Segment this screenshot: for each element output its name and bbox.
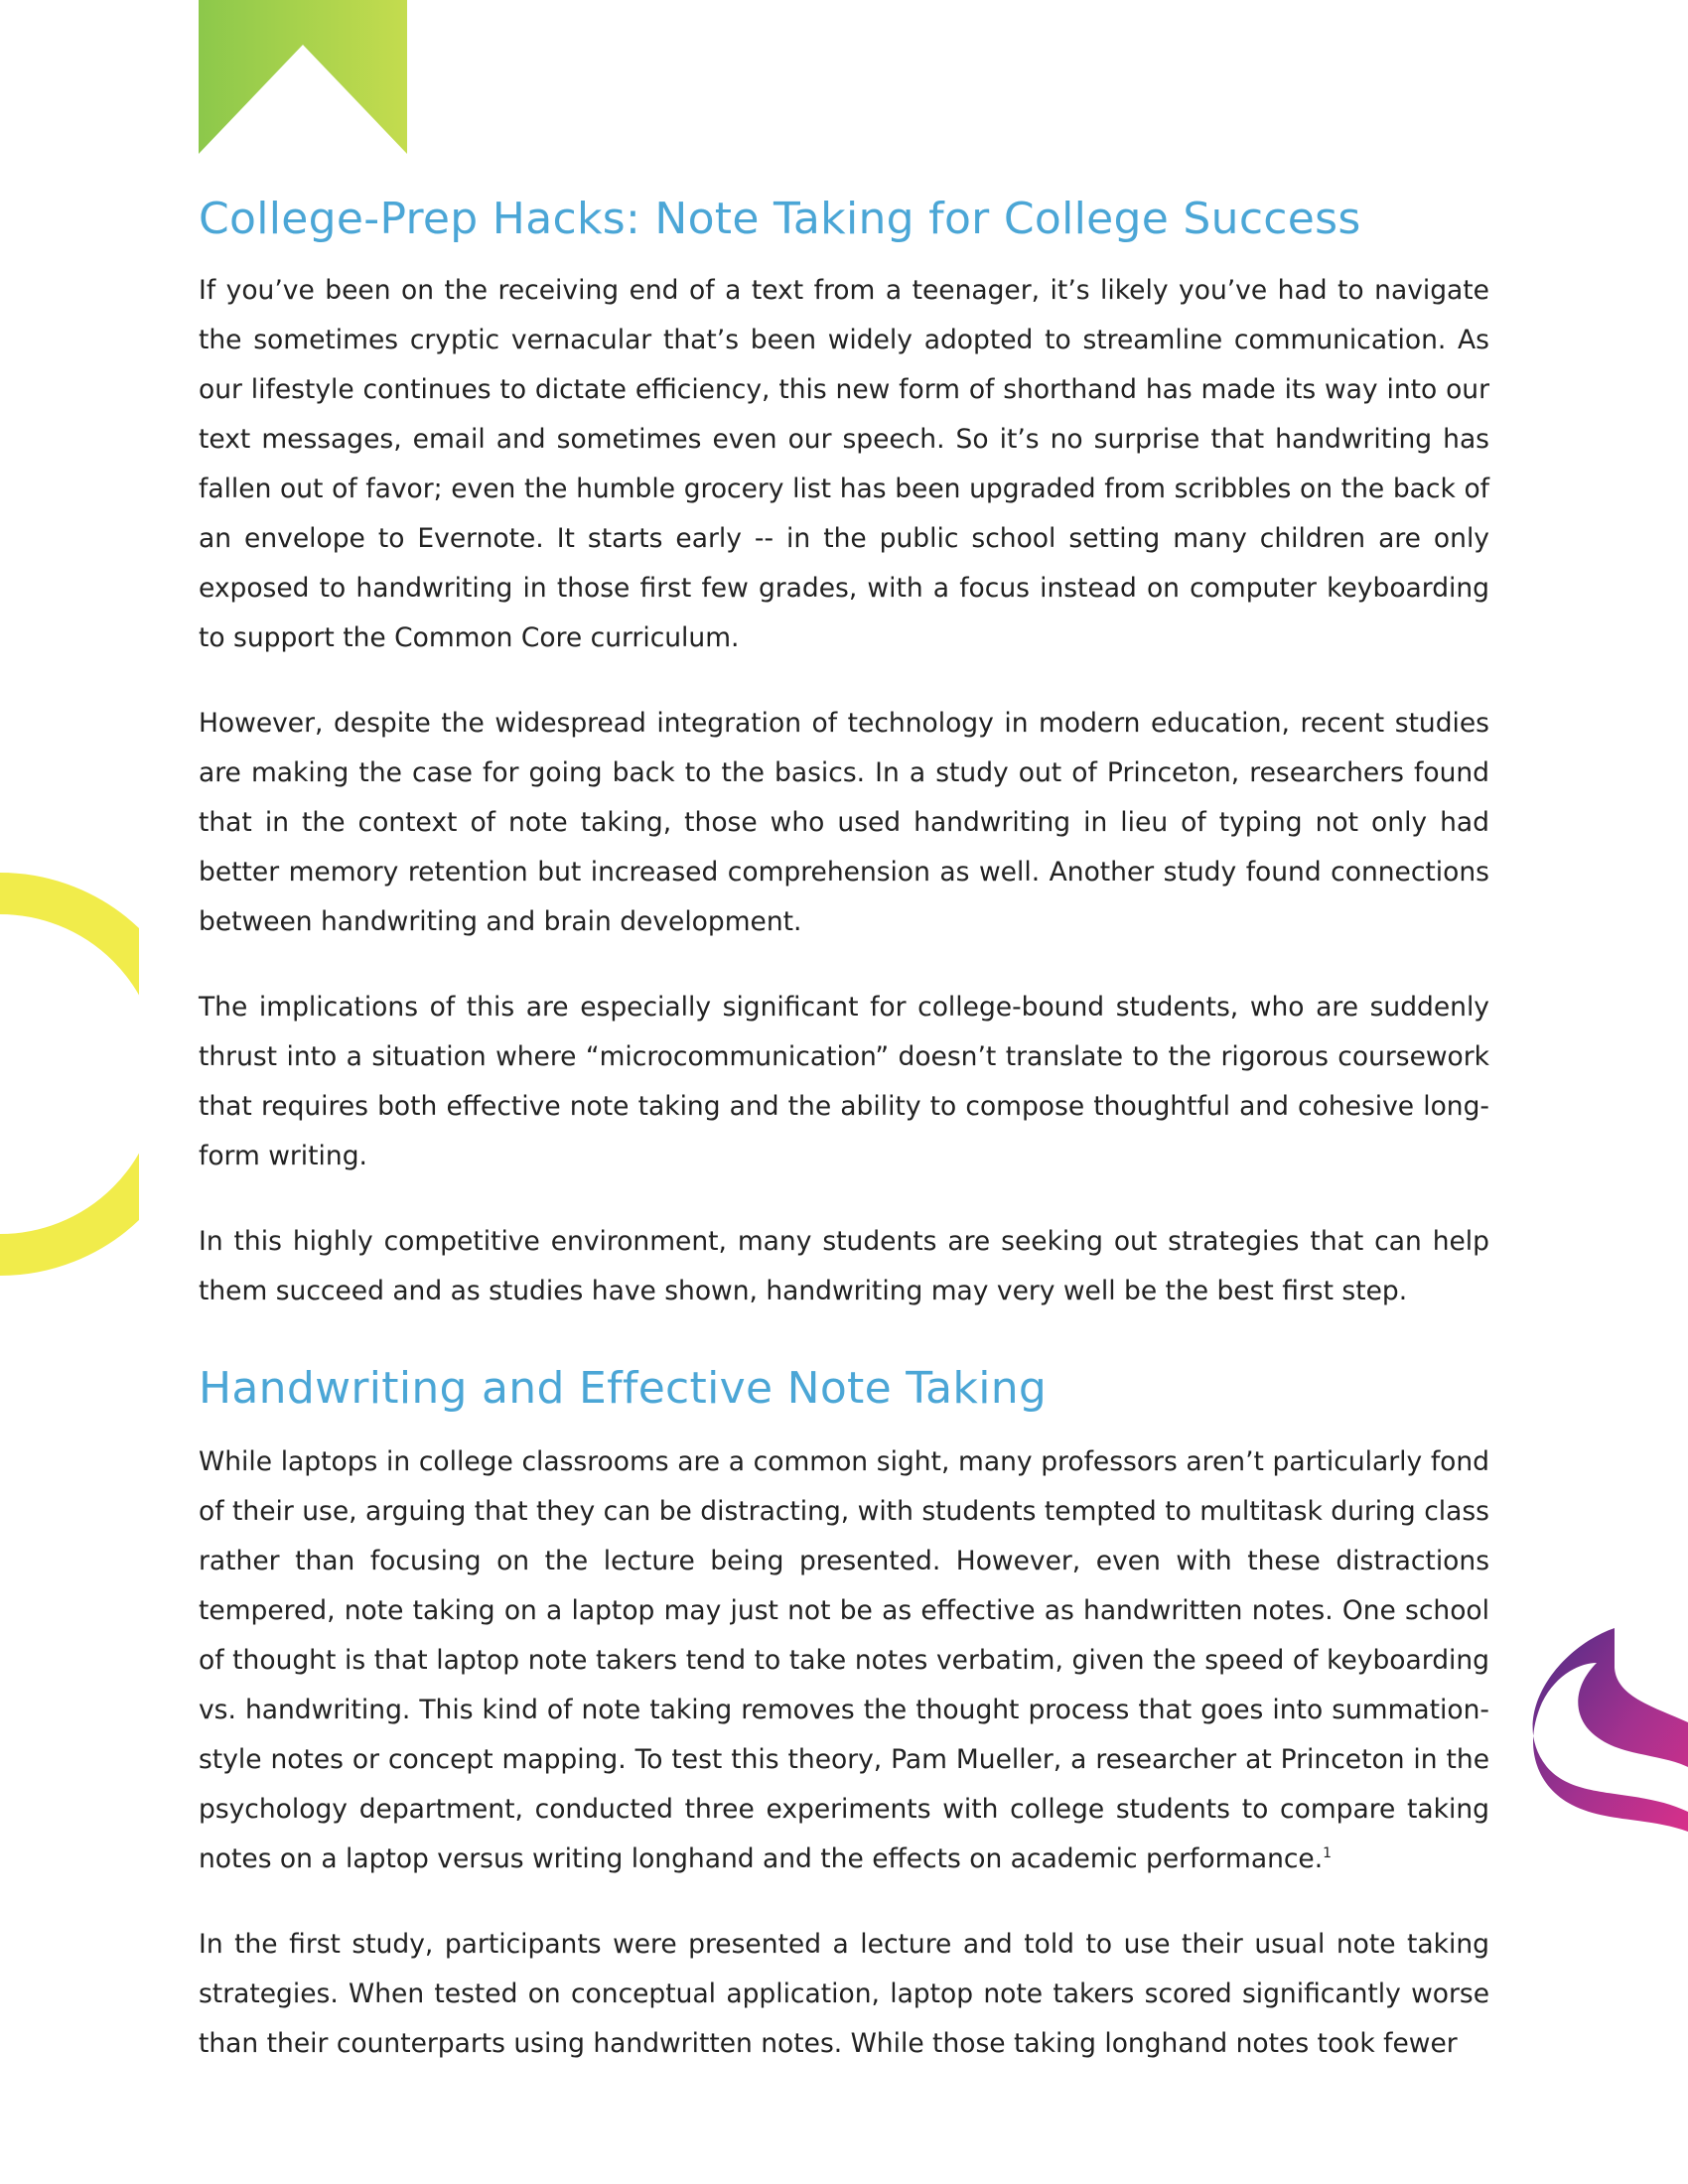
footnote-marker[interactable]: 1 — [1323, 1845, 1333, 1862]
section-paragraph-1-text: While laptops in college classrooms are a common sight, many professors aren’t particularly fond of their use, arguing that they can be distracting, with students tempted to multitask during class rather than focusing on the lecture being presented. However, even with these distractions tempered, note taking on a laptop may just not be as effective as handwritten notes. One school of thought is that laptop note takers tend to take notes verbatim, given the speed of keyboarding vs. handwriting. This kind of note taking removes the thought process that goes into summation-style notes or concept mapping. To test this theory, Pam Mueller, a researcher at Princeton in the psychology department, conducted three experiments with college students to compare taking notes on a laptop versus writing longhand and the effects on academic performance. — [199, 1446, 1489, 1874]
intro-paragraph-3: The implications of this are especially significant for college-bound students, who are suddenly thrust into a situation where “microcommunication” doesn’t translate to the rigorous coursework that requires both effective note taking and the ability to compose thoughtful and cohesive long-form writing. — [199, 992, 1489, 1171]
intro-paragraph-4: In this highly competitive environment, many students are seeking out strategies that can help them succeed and as studies have shown, handwriting may very well be the best first step. — [199, 1226, 1489, 1306]
yellow-ring — [0, 856, 139, 1293]
intro-paragraph-2: However, despite the widespread integration of technology in modern education, recent studies are making the case for going back to the basics. In a study out of Princeton, researchers found that in the context of note taking, those who used handwriting in lieu of typing not only had better memory retention but increased comprehension as well. Another study found connections between handwriting and brain development. — [199, 708, 1489, 937]
article-body — [199, 189, 1489, 2105]
section-paragraph-1 — [199, 1437, 1489, 1884]
section-heading: Handwriting and Effective Note Taking — [199, 1363, 1048, 1414]
purple-swirl — [1517, 1628, 1688, 1832]
article-title: College-Prep Hacks: Note Taking for College Success — [199, 194, 1361, 244]
section-paragraph-2: In the first study, participants were presented a lecture and told to use their usual note taking strategies. When tested on conceptual application, laptop note takers scored significantly worse than their counterparts using handwritten notes. While those taking longhand notes took fewer — [199, 1929, 1489, 2059]
intro-paragraph-1: If you’ve been on the receiving end of a text from a teenager, it’s likely you’ve had to navigate the sometimes cryptic vernacular that’s been widely adopted to streamline communication. As our lifestyle continues to dictate efficiency, this new form of shorthand has made its way into our text messages, email and sometimes even our speech. So it’s no surprise that handwriting has fallen out of favor; even the humble grocery list has been upgraded from scribbles on the back of an envelope to Evernote. It starts early -- in the public school setting many children are only exposed to handwriting in those first few grades, with a focus instead on computer keyboarding to support the Common Core curriculum. — [199, 275, 1489, 653]
green-bookmark-ribbon — [199, 0, 407, 154]
